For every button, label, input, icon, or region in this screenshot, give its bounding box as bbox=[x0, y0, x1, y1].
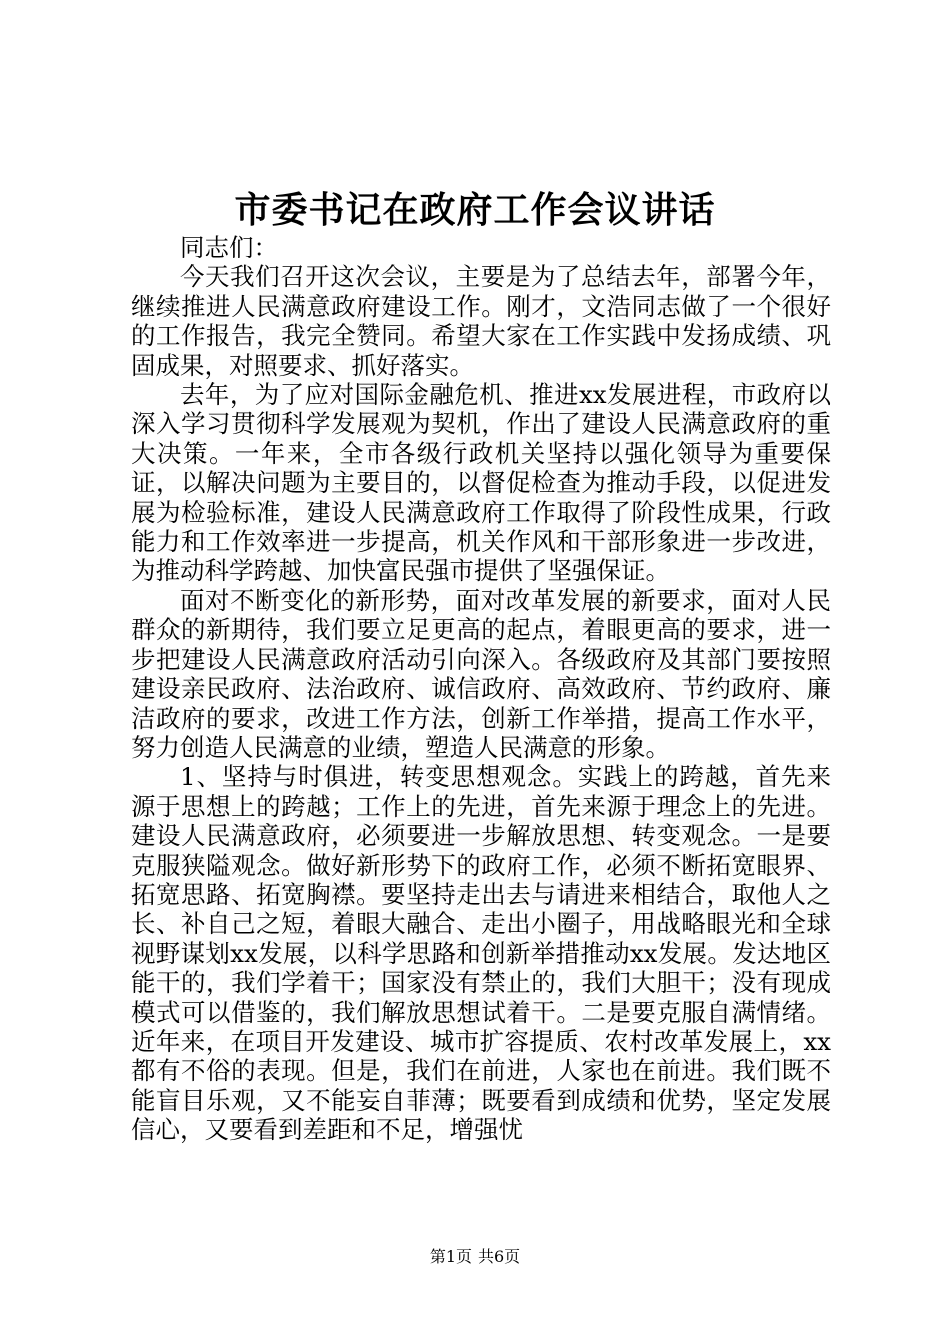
page-footer bbox=[0, 1246, 950, 1268]
salutation-paragraph: 同志们： bbox=[180, 233, 278, 262]
page-total: 共6页 bbox=[478, 1247, 521, 1266]
body-paragraph: 1、坚持与时俱进，转变思想观念。实践上的跨越，首先来源于思想上的跨越；工作上的先进，首先来源于理念上的先进。建设人民满意政府，必须要进一步解放思想、转变观念。一是要克服狭隘观念。做好新形势下的政府工作，必须不断拓宽眼界、拓宽思路、拓宽胸襟。要坚持走出去与请进来相结合，取他人之长、补自己之短，着眼大融合、走出小圈子，用战略眼光和全球视野谋划xx发展，以科学思路和创新举措推动xx发展。发达地区能干的，我们学着干；国家没有禁止的，我们大胆干；没有现成模式可以借鉴的，我们解放思想试着干。二是要克服自满情绪。近年来，在项目开发建设、城市扩容提质、农村改革发展上，xx都有不俗的表现。但是，我们在前进，人家也在前进。我们既不能盲目乐观，又不能妄自菲薄；既要看到成绩和优势，坚定发展信心，又要看到差距和不足，增强忧 bbox=[131, 762, 831, 1145]
document-body bbox=[131, 233, 831, 1145]
document-title: 市委书记在政府工作会议讲话 bbox=[234, 189, 716, 231]
body-paragraph: 去年，为了应对国际金融危机、推进xx发展进程，市政府以深入学习贯彻科学发展观为契机，作出了建设人民满意政府的重大决策。一年来，全市各级行政机关坚持以强化领导为重要保证，以解决问题为主要目的，以督促检查为推动手段，以促进发展为检验标准，建设人民满意政府工作取得了阶段性成果，行政能力和工作效率进一步提高，机关作风和干部形象进一步改进，为推动科学跨越、加快富民强市提供了坚强保证。 bbox=[131, 380, 831, 586]
page-number: 第1页 bbox=[429, 1247, 472, 1266]
body-paragraph: 面对不断变化的新形势，面对改革发展的新要求，面对人民群众的新期待，我们要立足更高的起点，着眼更高的要求，进一步把建设人民满意政府活动引向深入。各级政府及其部门要按照建设亲民政府、法治政府、诚信政府、高效政府、节约政府、廉洁政府的要求，改进工作方法，创新工作举措，提高工作水平，努力创造人民满意的业绩，塑造人民满意的形象。 bbox=[131, 585, 831, 762]
body-paragraph: 今天我们召开这次会议，主要是为了总结去年，部署今年，继续推进人民满意政府建设工作。刚才，文浩同志做了一个很好的工作报告，我完全赞同。希望大家在工作实践中发扬成绩、巩固成果，对照要求、抓好落实。 bbox=[131, 262, 831, 380]
